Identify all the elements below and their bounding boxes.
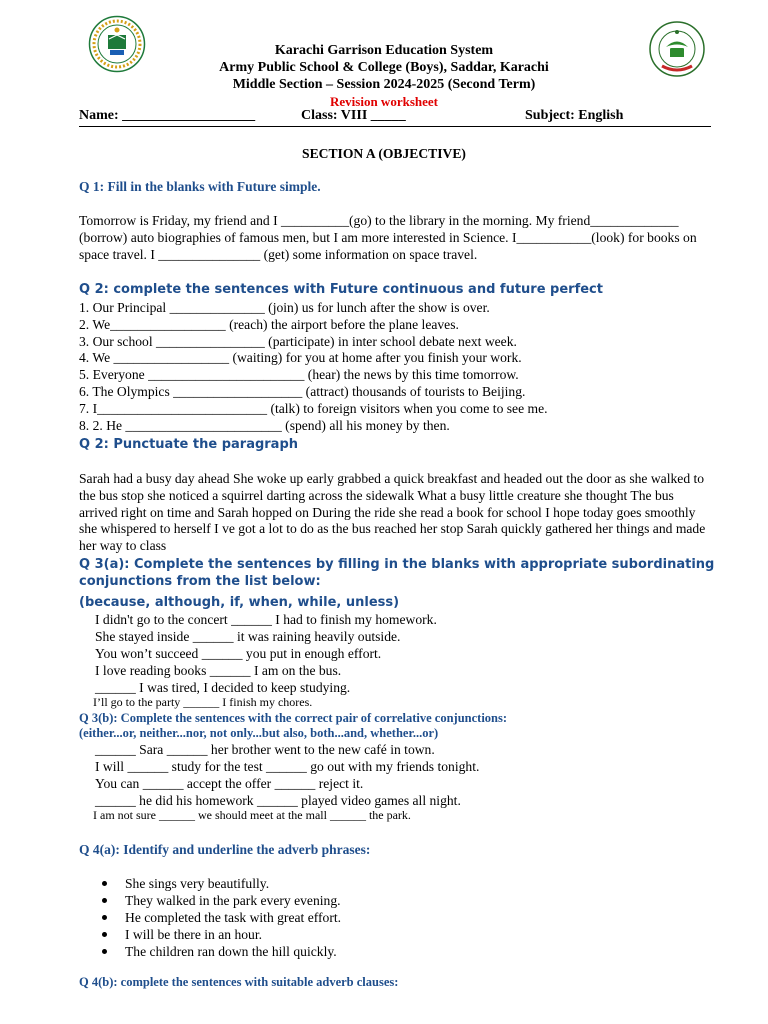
q3b-heading-line1: Q 3(b): Complete the sentences with the correct pair of correlative conjunctions:	[79, 711, 508, 725]
q2-heading: Q 2: complete the sentences with Future continuous and future perfect	[79, 282, 603, 297]
worksheet-title: Revision worksheet	[330, 94, 438, 109]
q4a-list	[0, 875, 341, 960]
list-item: 2. We_________________ (reach) the airport before the plane leaves.	[79, 316, 459, 332]
q3b-last-item: I am not sure ______ we should meet at the mall ______ the park.	[93, 808, 411, 822]
list-item: 1. Our Principal ______________ (join) us for lunch after the show is over.	[79, 300, 490, 315]
list-item: 3. Our school ________________ (participate) in inter school debate next week.	[79, 333, 517, 349]
section-title: SECTION A (OBJECTIVE)	[302, 146, 466, 161]
list-item: She sings very beautifully.	[0, 875, 341, 892]
list-item: I love reading books ______ I am on the bus.	[95, 663, 342, 678]
subject-field: Subject: English	[525, 108, 624, 123]
bullet-icon	[102, 932, 107, 937]
list-item: 4. We _________________ (waiting) for you at home after you finish your work.	[79, 350, 522, 366]
q4a-heading: Q 4(a): Identify and underline the adverb phrases:	[79, 842, 371, 857]
session-title: Middle Section – Session 2024-2025 (Second Term)	[232, 77, 536, 92]
bullet-icon	[102, 915, 107, 920]
q3b-list	[95, 741, 479, 809]
list-item: They walked in the park every evening.	[0, 892, 341, 909]
q3a-list	[95, 611, 437, 696]
list-item: I didn't go to the concert ______ I had to finish my homework.	[95, 612, 437, 627]
punctuate-paragraph: Sarah had a busy day ahead She woke up early grabbed a quick breakfast and headed out the door as she walked to the bus stop she noticed a squirrel darting across the sidewalk What a busy little creature she thought The bus arrived right on time and Sarah hopped on During the ride she read a book for school I hope today goes smoothly she whispered to herself I ve got a lot to do as the bus reached her stop Sarah quickly gathered her things and made her way to class	[79, 471, 706, 554]
list-item: 5. Everyone _______________________ (hear) the news by this time tomorrow.	[79, 367, 519, 383]
list-item: You won’t succeed ______ you put in enough effort.	[95, 646, 382, 661]
q1-heading: Q 1: Fill in the blanks with Future simple.	[79, 179, 321, 194]
org-title: Karachi Garrison Education System	[274, 43, 494, 58]
q3a-options: (because, although, if, when, while, unless)	[79, 595, 400, 610]
q3a-last-item: I’ll go to the party ______ I finish my chores.	[93, 695, 313, 709]
list-item: You can ______ accept the offer ______ reject it.	[95, 776, 364, 791]
q4b-heading: Q 4(b): complete the sentences with suitable adverb clauses:	[79, 975, 399, 989]
list-item: 7. I_________________________ (talk) to foreign visitors when you come to see me.	[79, 400, 548, 416]
bullet-icon	[102, 949, 107, 954]
list-item: The children ran down the hill quickly.	[0, 943, 341, 960]
bullet-icon	[102, 898, 107, 903]
list-item: I will be there in an hour.	[0, 926, 341, 943]
list-item: ______ he did his homework ______ played video games all night.	[95, 793, 461, 808]
q3a-heading-line1: Q 3(a): Complete the sentences by filling in the blanks with appropriate subordinating	[79, 557, 715, 572]
class-field: Class: VIII _____	[301, 108, 406, 123]
q1-paragraph: Tomorrow is Friday, my friend and I __________(go) to the library in the morning. My friend_____________ (borrow) auto biographies of famous men, but I am more interested in Science. I___________(look) for books on space travel. I _______________ (get) some information on space travel.	[79, 213, 697, 262]
bullet-icon	[102, 881, 107, 886]
list-item: I will ______ study for the test ______ go out with my friends tonight.	[95, 759, 480, 774]
list-item: She stayed inside ______ it was raining heavily outside.	[95, 629, 401, 644]
student-info-line	[79, 106, 711, 127]
name-field: Name: ___________________	[79, 108, 256, 123]
school-title: Army Public School & College (Boys), Saddar, Karachi	[219, 60, 549, 75]
list-item: 6. The Olympics ___________________ (attract) thousands of tourists to Beijing.	[79, 383, 526, 399]
list-item: 8. 2. He _______________________ (spend) all his money by then.	[79, 417, 450, 433]
q2-punctuate-heading: Q 2: Punctuate the paragraph	[79, 437, 299, 452]
list-item: He completed the task with great effort.	[0, 909, 341, 926]
q3a-heading-line2: conjunctions from the list below:	[79, 574, 321, 589]
q3b-heading-line2: (either...or, neither...nor, not only...but also, both...and, whether...or)	[79, 726, 439, 740]
list-item: ______ I was tired, I decided to keep studying.	[95, 680, 351, 695]
q2-list	[79, 300, 548, 434]
list-item: ______ Sara ______ her brother went to the new café in town.	[95, 742, 435, 757]
